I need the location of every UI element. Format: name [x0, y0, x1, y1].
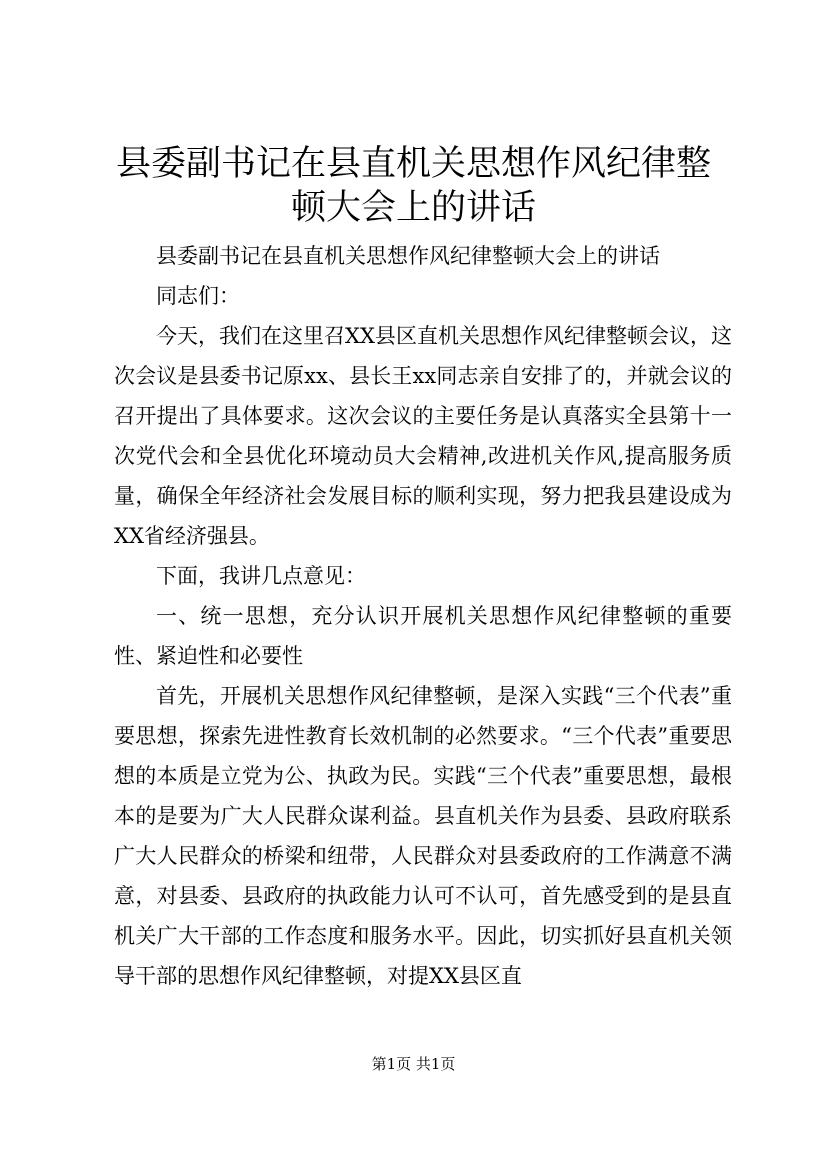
paragraph-first-point: 首先，开展机关思想作风纪律整顿，是深入实践“三个代表”重要思想，探索先进性教育长效机制的必然要求。“三个代表”重要思想的本质是立党为公、执政为民。实践“三个代表”重要思想，最根本的是要为广大人民群众谋利益。县直机关作为县委、县政府联系广大人民群众的桥梁和纽带，人民群众对县委政府的工作满意不满意，对县委、县政府的执政能力认可不认可，首先感受到的是县直机关广大干部的工作态度和服务水平。因此，切实抓好县直机关领导干部的思想作风纪律整顿，对提XX县区直: [114, 684, 732, 988]
document-title: 县委副书记在县直机关思想作风纪律整顿大会上的讲话: [115, 144, 711, 228]
page-footer: 第1页 共1页: [371, 1055, 456, 1073]
paragraph-subtitle: 县委副书记在县直机关思想作风纪律整顿大会上的讲话: [156, 244, 660, 268]
paragraph-salutation: 同志们：: [156, 284, 240, 308]
document-body: [114, 236, 732, 996]
paragraph-intro: 今天，我们在这里召XX县区直机关思想作风纪律整顿会议，这次会议是县委书记原xx、县长王xx同志亲自安排了的，并就会议的召开提出了具体要求。这次会议的主要任务是认真落实全县第十一次党代会和全县优化环境动员大会精神,改进机关作风,提高服务质量，确保全年经济社会发展目标的顺利实现，努力把我县建设成为XX省经济强县。: [114, 324, 732, 548]
paragraph-section-heading: 一、统一思想，充分认识开展机关思想作风纪律整顿的重要性、紧迫性和必要性: [114, 604, 732, 668]
paragraph-transition: 下面，我讲几点意见：: [156, 564, 366, 588]
